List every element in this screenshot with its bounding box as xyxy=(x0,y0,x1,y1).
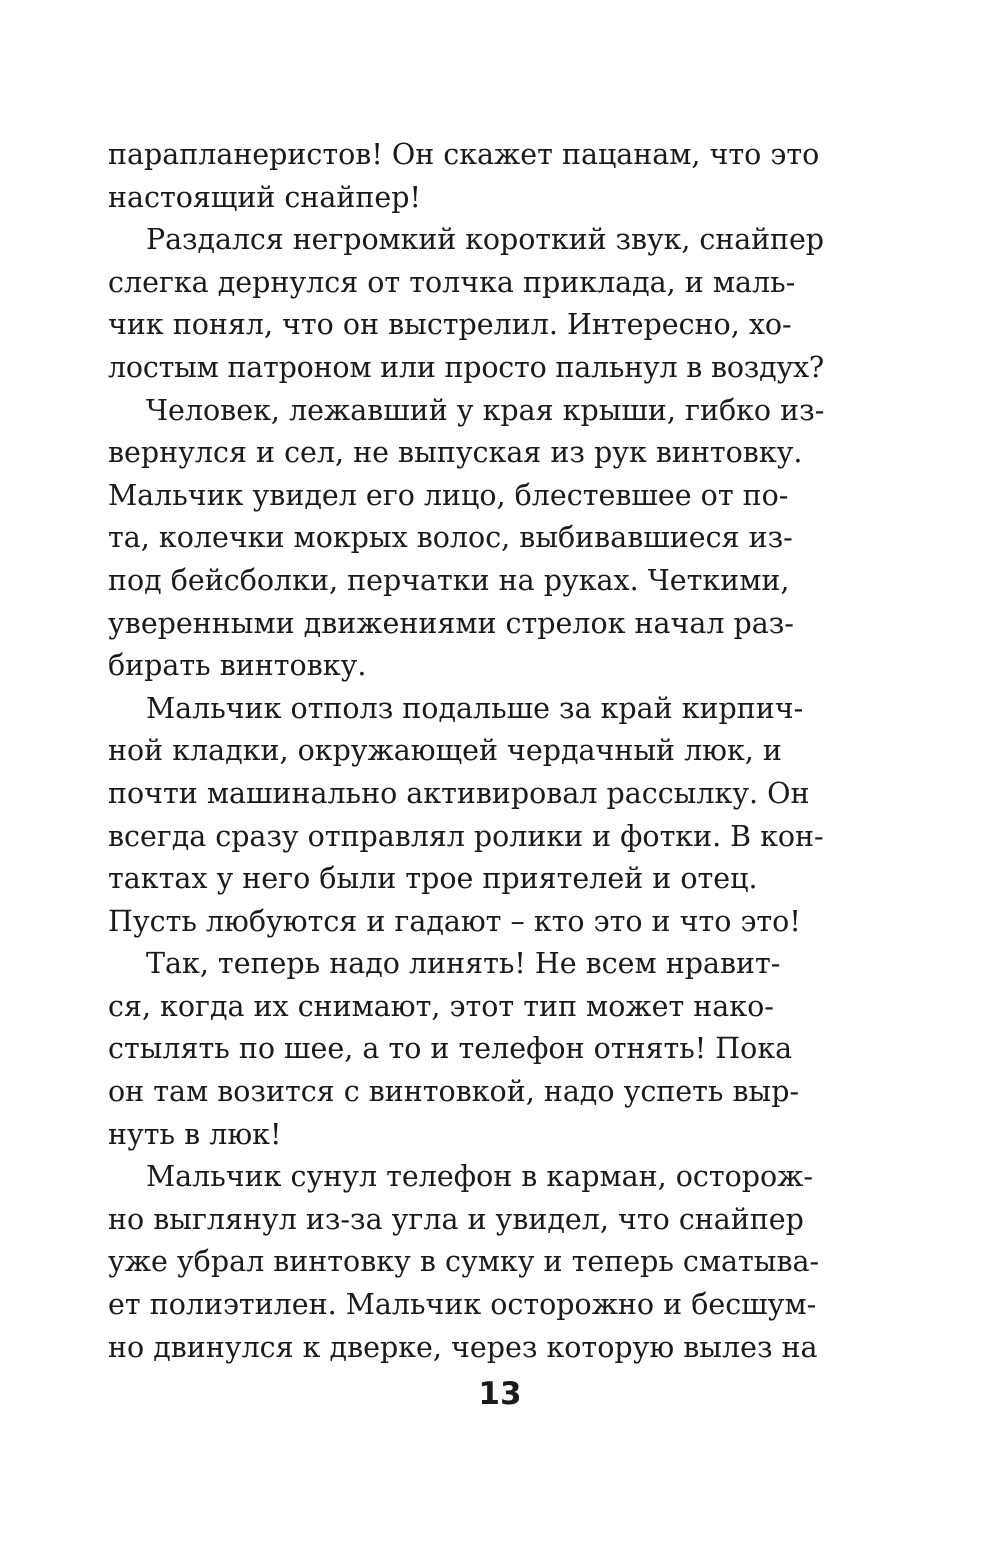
text-line: ной кладки, окружающей чердачный люк, и xyxy=(108,734,782,768)
text-line: настоящий снайпер! xyxy=(108,180,421,214)
text-line: но выглянул из-за угла и увидел, что снайпер xyxy=(108,1202,804,1236)
text-line: но двинулся к дверке, через которую вылез на xyxy=(108,1330,818,1364)
text-line: тактах у него были трое приятелей и отец. xyxy=(108,862,758,896)
text-line: Мальчик сунул телефон в карман, осторож- xyxy=(146,1160,814,1194)
text-line: стылять по шее, а то и телефон отнять! Пока xyxy=(108,1032,793,1066)
text-line: всегда сразу отправлял ролики и фотки. В кон- xyxy=(108,819,824,853)
text-line: парапланеристов! Он скажет пацанам, что это xyxy=(108,138,820,171)
page-number: 13 xyxy=(478,1376,522,1412)
text-line: уверенными движениями стрелок начал раз- xyxy=(108,606,794,640)
text-line: та, колечки мокрых волос, выбивавшиеся из- xyxy=(108,521,793,555)
text-line: ет полиэтилен. Мальчик осторожно и бесшум- xyxy=(108,1288,817,1322)
text-line: ся, когда их снимают, этот тип может нако- xyxy=(108,989,774,1023)
text-line: под бейсболки, перчатки на руках. Четкими, xyxy=(108,563,790,597)
text-line: он там возится с винтовкой, надо успеть выр- xyxy=(108,1075,800,1109)
text-line: Пусть любуются и гадают – кто это и что это! xyxy=(108,904,801,938)
text-line: Человек, лежавший у края крыши, гибко из- xyxy=(146,393,825,427)
text-line: нуть в люк! xyxy=(108,1117,282,1151)
text-line: чик понял, что он выстрелил. Интересно, хо- xyxy=(108,308,792,342)
text-line: Мальчик увидел его лицо, блестевшее от по- xyxy=(108,478,789,512)
text-line: бирать винтовку. xyxy=(108,649,367,683)
text-line: лостым патроном или просто пальнул в воздух? xyxy=(108,350,824,384)
text-line: Мальчик отполз подальше за край кирпич- xyxy=(146,691,804,725)
body-text xyxy=(108,134,824,1369)
text-line: вернулся и сел, не выпуская из рук винтовку. xyxy=(108,436,803,470)
text-line: слегка дернулся от толчка приклада, и маль- xyxy=(108,265,796,299)
text-line: Так, теперь надо линять! Не всем нравит- xyxy=(146,947,781,981)
text-line: уже убрал винтовку в сумку и теперь сматыва- xyxy=(108,1245,820,1279)
text-line: почти машинально активировал рассылку. Он xyxy=(108,776,810,810)
text-line: Раздался негромкий короткий звук, снайпер xyxy=(146,223,824,257)
